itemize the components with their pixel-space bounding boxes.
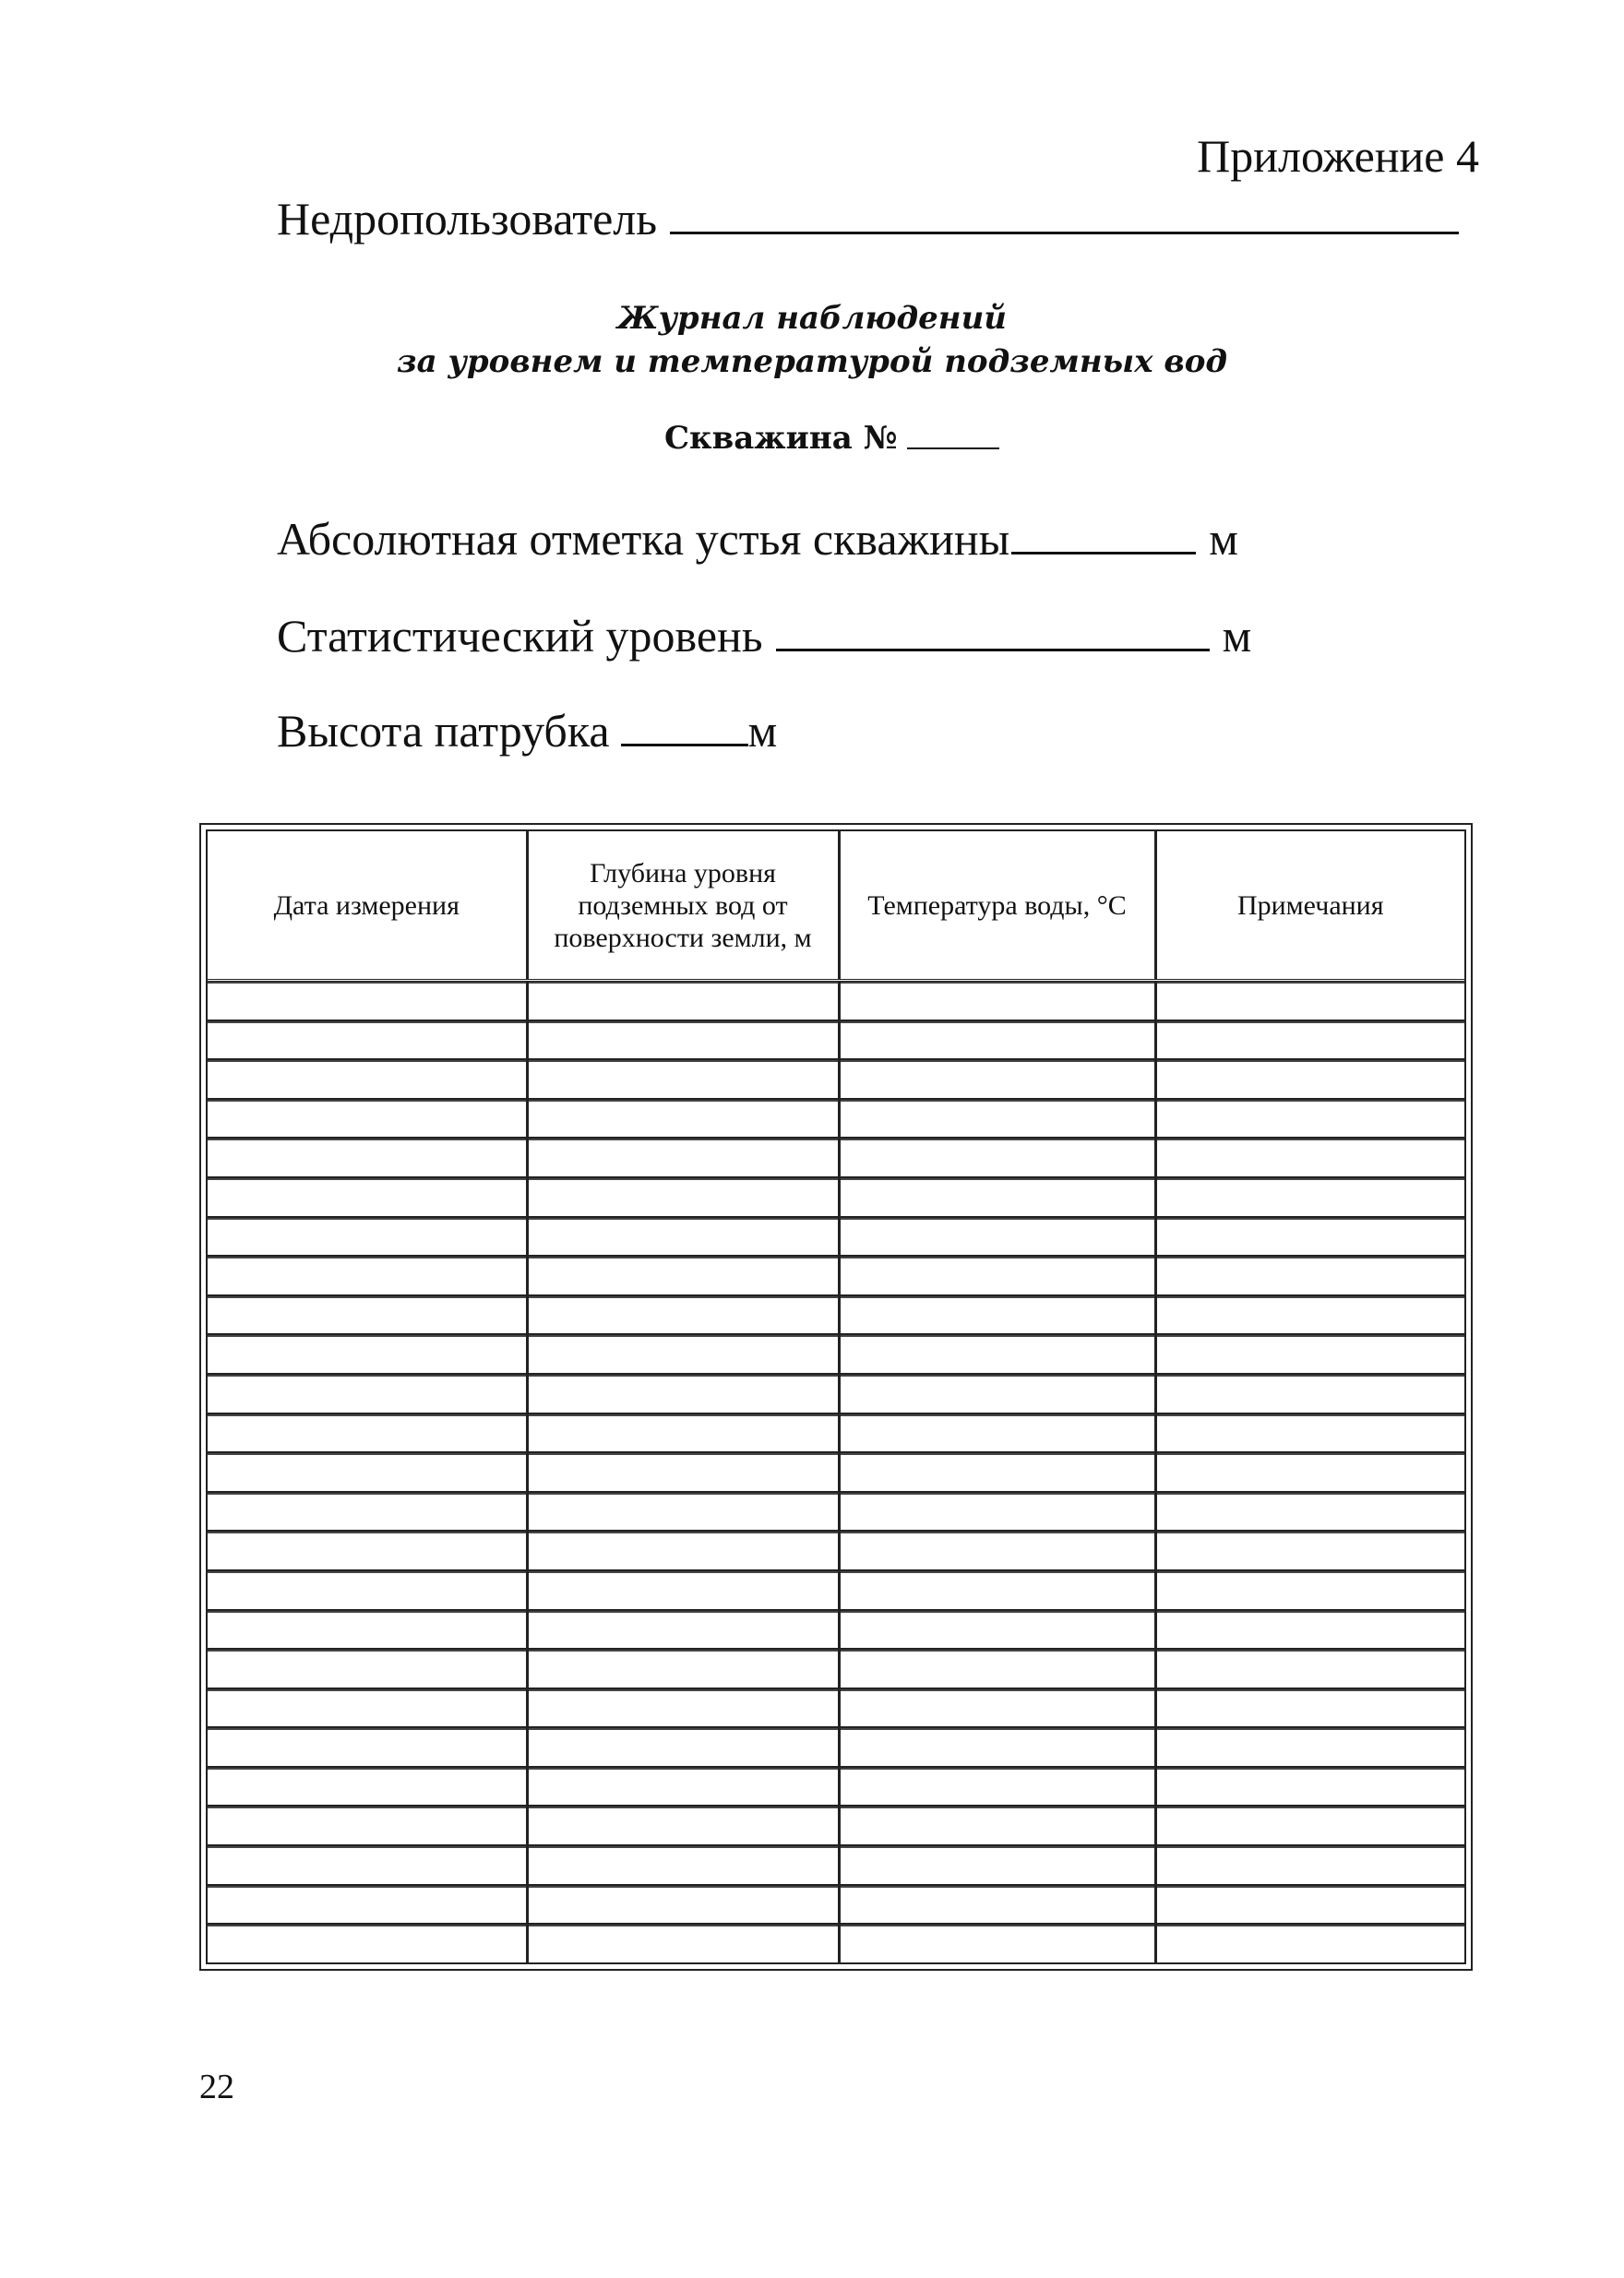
date-cell[interactable] xyxy=(208,1452,527,1492)
subsoil-user-label: Недропользователь xyxy=(277,193,658,244)
temperature-cell[interactable] xyxy=(839,1177,1155,1217)
date-cell[interactable] xyxy=(208,1885,527,1925)
observation-table-inner-frame xyxy=(206,829,1466,1964)
notes-cell[interactable] xyxy=(1155,1295,1464,1335)
temperature-cell[interactable] xyxy=(839,1492,1155,1532)
journal-title-line2: за уровнем и температурой подземных вод xyxy=(396,343,1228,380)
depth-cell[interactable] xyxy=(527,1767,839,1807)
depth-cell[interactable] xyxy=(527,1649,839,1688)
pipe-height-unit: м xyxy=(747,705,778,757)
subsoil-user-blank[interactable] xyxy=(670,231,1459,234)
header-measurement-date: Дата измерения xyxy=(208,831,527,981)
table-row xyxy=(208,1256,1464,1295)
depth-cell[interactable] xyxy=(527,1806,839,1845)
notes-cell[interactable] xyxy=(1155,1256,1464,1295)
temperature-cell[interactable] xyxy=(839,1806,1155,1845)
notes-cell[interactable] xyxy=(1155,1570,1464,1610)
notes-cell[interactable] xyxy=(1155,1767,1464,1807)
depth-cell[interactable] xyxy=(527,1924,839,1962)
depth-cell[interactable] xyxy=(527,1452,839,1492)
temperature-cell[interactable] xyxy=(839,1610,1155,1650)
depth-cell[interactable] xyxy=(527,1217,839,1257)
table-row xyxy=(208,1767,1464,1807)
notes-cell[interactable] xyxy=(1155,1610,1464,1650)
depth-cell[interactable] xyxy=(527,1334,839,1374)
temperature-cell[interactable] xyxy=(839,1295,1155,1335)
date-cell[interactable] xyxy=(208,1099,527,1139)
well-number-blank[interactable] xyxy=(907,447,999,449)
depth-cell[interactable] xyxy=(527,1885,839,1925)
notes-cell[interactable] xyxy=(1155,1924,1464,1962)
date-cell[interactable] xyxy=(208,1767,527,1807)
date-cell[interactable] xyxy=(208,1845,527,1885)
depth-cell[interactable] xyxy=(527,1727,839,1767)
table-row xyxy=(208,1177,1464,1217)
temperature-cell[interactable] xyxy=(839,981,1155,1020)
date-cell[interactable] xyxy=(208,1217,527,1257)
table-row xyxy=(208,1649,1464,1688)
temperature-cell[interactable] xyxy=(839,1099,1155,1139)
notes-cell[interactable] xyxy=(1155,1885,1464,1925)
header-water-depth: Глубина уровня подземных вод от поверхности земли, м xyxy=(527,831,839,981)
depth-cell[interactable] xyxy=(527,981,839,1020)
observation-table xyxy=(208,831,1464,1962)
table-row xyxy=(208,1924,1464,1962)
date-cell[interactable] xyxy=(208,981,527,1020)
date-cell[interactable] xyxy=(208,1295,527,1335)
depth-cell[interactable] xyxy=(527,1295,839,1335)
date-cell[interactable] xyxy=(208,1138,527,1177)
table-row xyxy=(208,1334,1464,1374)
date-cell[interactable] xyxy=(208,1688,527,1728)
table-row xyxy=(208,1452,1464,1492)
notes-cell[interactable] xyxy=(1155,1374,1464,1413)
temperature-cell[interactable] xyxy=(839,1138,1155,1177)
table-row xyxy=(208,1138,1464,1177)
table-row xyxy=(208,1610,1464,1650)
table-row xyxy=(208,1020,1464,1060)
depth-cell[interactable] xyxy=(527,1177,839,1217)
date-cell[interactable] xyxy=(208,1059,527,1099)
table-row xyxy=(208,1845,1464,1885)
temperature-cell[interactable] xyxy=(839,1374,1155,1413)
depth-cell[interactable] xyxy=(527,1492,839,1532)
date-cell[interactable] xyxy=(208,1570,527,1610)
table-row xyxy=(208,1059,1464,1099)
table-row xyxy=(208,1217,1464,1257)
absolute-mark-unit: м xyxy=(1209,513,1238,565)
temperature-cell[interactable] xyxy=(839,1570,1155,1610)
notes-cell[interactable] xyxy=(1155,1688,1464,1728)
temperature-cell[interactable] xyxy=(839,1256,1155,1295)
date-cell[interactable] xyxy=(208,1806,527,1845)
well-label: Скважина № xyxy=(664,420,898,457)
absolute-mark-blank[interactable] xyxy=(1011,551,1196,555)
table-row xyxy=(208,1727,1464,1767)
table-row xyxy=(208,1413,1464,1453)
depth-cell[interactable] xyxy=(527,1413,839,1453)
depth-cell[interactable] xyxy=(527,1020,839,1060)
notes-cell[interactable] xyxy=(1155,1020,1464,1060)
notes-cell[interactable] xyxy=(1155,1334,1464,1374)
observation-table-frame xyxy=(199,823,1473,1971)
table-body xyxy=(208,981,1464,1963)
date-cell[interactable] xyxy=(208,1177,527,1217)
notes-cell[interactable] xyxy=(1155,1217,1464,1257)
depth-cell[interactable] xyxy=(527,1099,839,1139)
header-water-temperature: Температура воды, °С xyxy=(839,831,1155,981)
notes-cell[interactable] xyxy=(1155,1177,1464,1217)
notes-cell[interactable] xyxy=(1155,1059,1464,1099)
table-row xyxy=(208,1570,1464,1610)
date-cell[interactable] xyxy=(208,1256,527,1295)
temperature-cell[interactable] xyxy=(839,1020,1155,1060)
appendix-label: Приложение 4 xyxy=(1197,130,1479,182)
temperature-cell[interactable] xyxy=(839,1767,1155,1807)
depth-cell[interactable] xyxy=(527,1610,839,1650)
depth-cell[interactable] xyxy=(527,1138,839,1177)
temperature-cell[interactable] xyxy=(839,1688,1155,1728)
date-cell[interactable] xyxy=(208,1649,527,1688)
table-row xyxy=(208,1099,1464,1139)
notes-cell[interactable] xyxy=(1155,1531,1464,1570)
notes-cell[interactable] xyxy=(1155,1649,1464,1688)
notes-cell[interactable] xyxy=(1155,981,1464,1020)
notes-cell[interactable] xyxy=(1155,1806,1464,1845)
date-cell[interactable] xyxy=(208,1413,527,1453)
depth-cell[interactable] xyxy=(527,1845,839,1885)
temperature-cell[interactable] xyxy=(839,1649,1155,1688)
table-row xyxy=(208,1885,1464,1925)
temperature-cell[interactable] xyxy=(839,1059,1155,1099)
notes-cell[interactable] xyxy=(1155,1138,1464,1177)
temperature-cell[interactable] xyxy=(839,1452,1155,1492)
depth-cell[interactable] xyxy=(527,1531,839,1570)
date-cell[interactable] xyxy=(208,1727,527,1767)
absolute-mark-line xyxy=(277,512,1238,566)
static-level-label: Статистический уровень xyxy=(277,610,763,662)
journal-title-line1: Журнал наблюдений xyxy=(616,300,1008,337)
temperature-cell[interactable] xyxy=(839,1924,1155,1962)
pipe-height-blank[interactable] xyxy=(621,743,748,746)
pipe-height-label: Высота патрубка xyxy=(277,705,610,757)
header-notes: Примечания xyxy=(1155,831,1464,981)
date-cell[interactable] xyxy=(208,1924,527,1962)
page-number: 22 xyxy=(199,2068,234,2106)
table-row xyxy=(208,1492,1464,1532)
subsoil-user-line xyxy=(277,192,1459,245)
date-cell[interactable] xyxy=(208,1334,527,1374)
notes-cell[interactable] xyxy=(1155,1452,1464,1492)
depth-cell[interactable] xyxy=(527,1059,839,1099)
temperature-cell[interactable] xyxy=(839,1217,1155,1257)
temperature-cell[interactable] xyxy=(839,1845,1155,1885)
date-cell[interactable] xyxy=(208,1374,527,1413)
temperature-cell[interactable] xyxy=(839,1531,1155,1570)
table-row xyxy=(208,1806,1464,1845)
notes-cell[interactable] xyxy=(1155,1413,1464,1453)
depth-cell[interactable] xyxy=(527,1688,839,1728)
temperature-cell[interactable] xyxy=(839,1727,1155,1767)
static-level-blank[interactable] xyxy=(776,648,1210,651)
static-level-line xyxy=(277,609,1251,662)
date-cell[interactable] xyxy=(208,1020,527,1060)
table-row xyxy=(208,1374,1464,1413)
depth-cell[interactable] xyxy=(527,1570,839,1610)
absolute-mark-label: Абсолютная отметка устья скважины xyxy=(277,513,1010,565)
table-row xyxy=(208,1295,1464,1335)
temperature-cell[interactable] xyxy=(839,1413,1155,1453)
notes-cell[interactable] xyxy=(1155,1845,1464,1885)
table-row xyxy=(208,1531,1464,1570)
notes-cell[interactable] xyxy=(1155,1727,1464,1767)
notes-cell[interactable] xyxy=(1155,1492,1464,1532)
date-cell[interactable] xyxy=(208,1492,527,1532)
notes-cell[interactable] xyxy=(1155,1099,1464,1139)
temperature-cell[interactable] xyxy=(839,1885,1155,1925)
static-level-unit: м xyxy=(1222,610,1252,662)
date-cell[interactable] xyxy=(208,1531,527,1570)
table-row xyxy=(208,981,1464,1020)
depth-cell[interactable] xyxy=(527,1256,839,1295)
well-number-line xyxy=(664,420,999,457)
table-header-row xyxy=(208,831,1464,981)
depth-cell[interactable] xyxy=(527,1374,839,1413)
date-cell[interactable] xyxy=(208,1610,527,1650)
pipe-height-line xyxy=(277,704,777,757)
table-row xyxy=(208,1688,1464,1728)
temperature-cell[interactable] xyxy=(839,1334,1155,1374)
